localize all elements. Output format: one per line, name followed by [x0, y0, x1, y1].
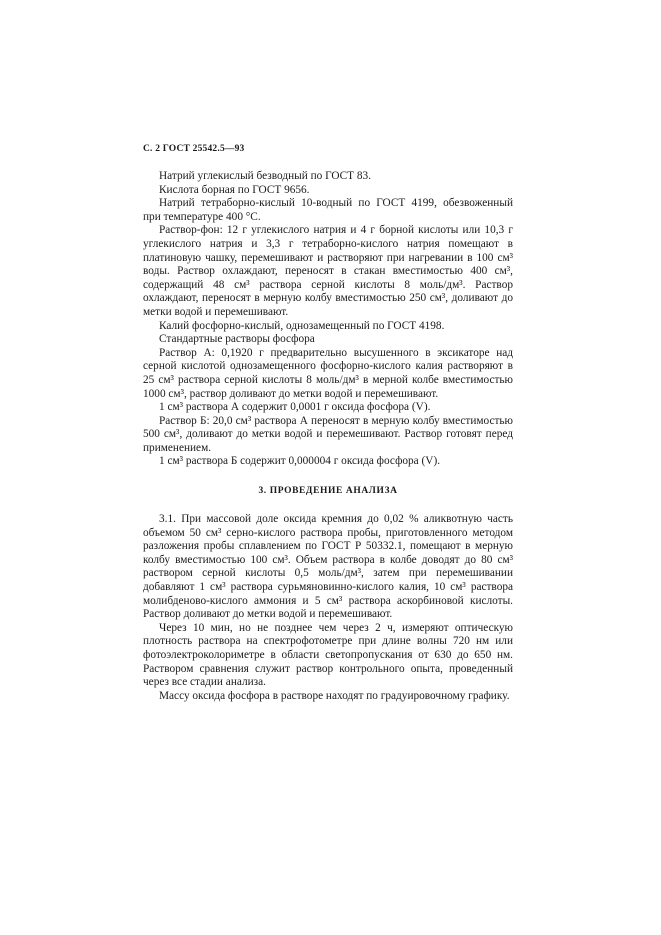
running-head: С. 2 ГОСТ 25542.5—93 — [143, 144, 245, 154]
solution-b: Раствор Б: 20,0 см³ раствора А переносят в мерную колбу вместимостью 500 см³, доливают до метки водой и перемешивают. Раствор готовят перед применением. — [143, 414, 513, 454]
reagent-potassium-phosphate: Калий фосфорно-кислый, однозамещенный по ГОСТ 4198. — [159, 319, 445, 332]
document-page — [143, 144, 513, 703]
section-title: 3. ПРОВЕДЕНИЕ АНАЛИЗА — [258, 486, 398, 497]
analysis-paragraph-calibration: Массу оксида фосфора в растворе находят по градуировочному графику. — [159, 689, 510, 702]
analysis-paragraph-measurement: Через 10 мин, но не позднее чем через 2 ч, измеряют оптическую плотность раствора на спектрофотометре при длине волны 720 нм или фотоэлектроколориметре в области светопропускания от 630 до 650 нм. Раствором сравнения служит раствор контрольного опыта, проведенный через все стадии анализа. — [143, 621, 513, 689]
reagent-background-solution: Раствор-фон: 12 г углекислого натрия и 4 г борной кислоты или 10,3 г углекислого натрия и 3,3 г тетраборно-кислого натрия помещают в платиновую чашку, перемешивают и растворяют при нагревании в 100 см³ воды. Раствор охлаждают, переносят в стакан вместимостью 400 см³, содержащий 48 см³ раствора серной кислоты 8 моль/дм³. Раствор охлаждают, переносят в мерную колбу вместимостью 250 см³, доливают до метки водой и перемешивают. — [143, 224, 513, 318]
reagents-list — [143, 170, 513, 469]
solution-a: Раствор А: 0,1920 г предварительно высушенного в эксикаторе над серной кислотой однозамещенного фосфорно-кислого калия растворяют в 25 см³ раствора серной кислоты 8 моль/дм³ в мерной колбе вместимостью 1000 см³, раствор доливают до метки водой и перемешивают. — [143, 346, 513, 400]
analysis-section — [143, 513, 513, 703]
standard-solutions-heading: Стандартные растворы фосфора — [159, 333, 315, 346]
solution-a-content: 1 см³ раствора А содержит 0,0001 г оксида фосфора (V). — [159, 401, 431, 414]
reagent-sodium-carbonate: Натрий углекислый безводный по ГОСТ 83. — [159, 170, 372, 182]
reagent-sodium-tetraborate: Натрий тетраборно-кислый 10-водный по ГОСТ 4199, обезвоженный при температуре 400 °С. — [143, 197, 513, 223]
reagent-boric-acid: Кислота борная по ГОСТ 9656. — [159, 183, 310, 196]
solution-b-content: 1 см³ раствора Б содержит 0,000004 г оксида фосфора (V). — [159, 455, 441, 468]
analysis-paragraph-3-1: 3.1. При массовой доле оксида кремния до 0,02 % аликвотную часть объемом 50 см³ серно-кислого раствора пробы, приготовленного методом разложения пробы сплавлением по ГОСТ Р 50332.1, помещают в мерную колбу вместимостью 100 см³. Объем раствора в колбе доводят до 80 см³ раствором серной кислоты 0,5 моль/дм³, затем при перемешивании добавляют 1 см³ раствора сурьмяновинно-кислого калия, 10 см³ раствора молибденово-кислого аммония и 5 см³ раствора аскорбиновой кислоты. Раствор доливают до метки водой и перемешивают. — [143, 513, 513, 621]
